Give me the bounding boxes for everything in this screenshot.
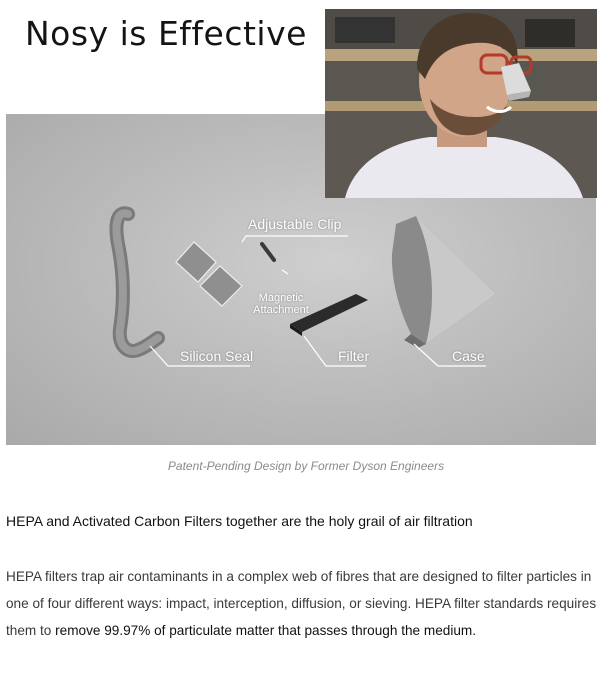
paragraph-emphasis: remove 99.97% of particulate matter that passes through the medium. bbox=[55, 623, 477, 638]
label-silicon-seal: Silicon Seal bbox=[180, 348, 254, 364]
magnetic-attachment-part bbox=[262, 244, 274, 260]
label-filter: Filter bbox=[338, 348, 370, 364]
product-photo bbox=[325, 9, 597, 198]
label-magnetic-attachment bbox=[246, 292, 316, 316]
case-part bbox=[392, 216, 496, 348]
section-heading: HEPA and Activated Carbon Filters together are the holy grail of air filtration bbox=[6, 513, 473, 529]
person-wearing-nosy-image bbox=[325, 9, 597, 198]
image-caption: Patent-Pending Design by Former Dyson Engineers bbox=[167, 459, 445, 473]
paragraph-text: HEPA filters trap air contaminants in a complex web of fibres that are designed to filter particles in one of four different ways: impact, interception, diffusion, or sieving. HEPA filter standards requires them to bbox=[6, 569, 597, 638]
label-case: Case bbox=[452, 348, 485, 364]
label-magnetic-line2: Attachment bbox=[253, 304, 309, 316]
silicon-seal-part bbox=[116, 213, 158, 351]
label-adjustable-clip: Adjustable Clip bbox=[248, 216, 342, 232]
label-magnetic-line1: Magnetic bbox=[258, 292, 304, 304]
adjustable-clip-part bbox=[176, 242, 242, 306]
page-title: Nosy is Effective bbox=[25, 14, 307, 53]
body-paragraph bbox=[6, 563, 606, 644]
